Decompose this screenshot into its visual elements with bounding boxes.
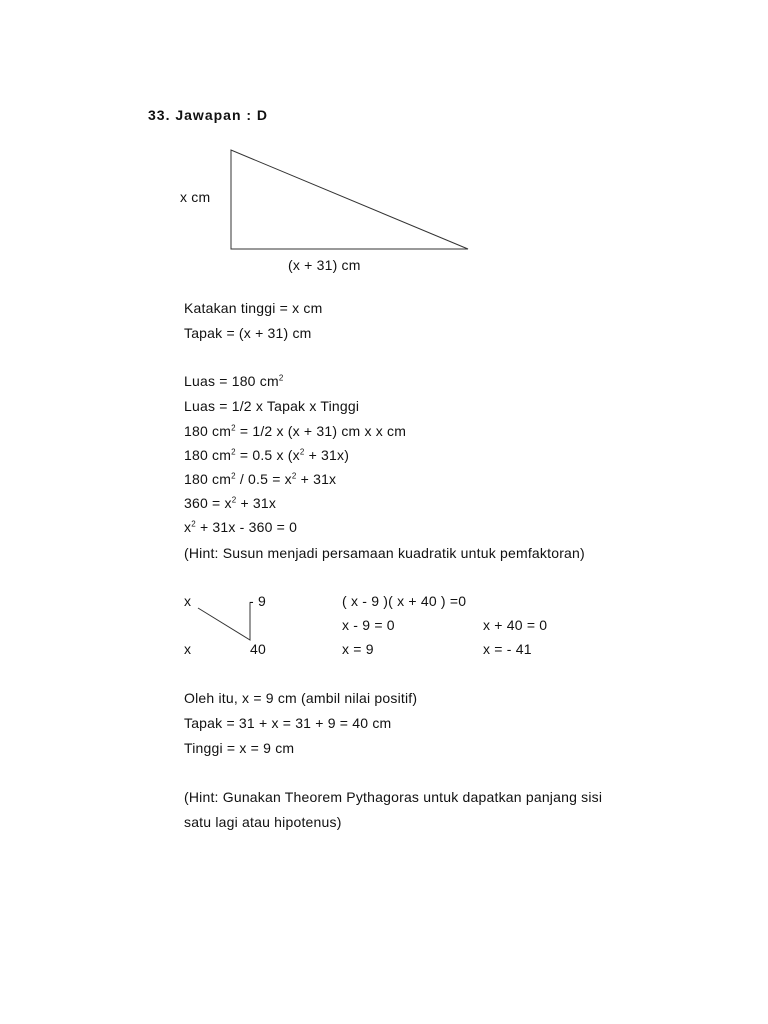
factor-cross-lines <box>198 603 250 640</box>
hint-pythagoras-2: satu lagi atau hipotenus) <box>184 814 342 830</box>
line-tinggi: Katakan tinggi = x cm <box>184 300 323 316</box>
factor-40: 40 <box>250 641 266 657</box>
question-heading: 33. Jawapan : D <box>148 107 269 123</box>
factor-x-bottom: x <box>184 641 192 657</box>
conclusion-tinggi: Tinggi = x = 9 cm <box>184 740 295 756</box>
base-label: (x + 31) cm <box>288 257 361 273</box>
line-tapak: Tapak = (x + 31) cm <box>184 325 312 341</box>
factor-x-top: x <box>184 593 192 609</box>
root-2: x = - 41 <box>483 641 532 657</box>
line-expand: 180 $cm^2 = 0.5$ x $(x^2 + 31x)$ <box>184 447 350 463</box>
line-360: $360 = x^2 + 31x$ <box>184 495 277 511</box>
height-label: x cm <box>180 189 211 205</box>
line-divide: 180 $cm^2 / 0.5 = x^2 + 31x$ <box>184 471 337 487</box>
root-eq-1: x - 9 = 0 <box>342 617 395 633</box>
line-quadratic: $x^2 + 31x - 360 = 0$ <box>184 519 298 535</box>
conclusion-tapak: Tapak = 31 + x = 31 + 9 = 40 cm <box>184 715 392 731</box>
right-triangle <box>231 150 468 249</box>
line-substitution: 180 $cm^2 = 1/2$ x (x + 31) cm x x cm <box>184 423 407 439</box>
root-1: x = 9 <box>342 641 374 657</box>
hint-pythagoras-1: (Hint: Gunakan Theorem Pythagoras untuk dapatkan panjang sisi <box>184 789 603 805</box>
factor-minus-9: - 9 <box>249 593 266 609</box>
line-luas: Luas = 180 $cm^2$ <box>184 373 284 389</box>
factored-equation: ( x - 9 )( x + 40 ) =0 <box>342 593 467 609</box>
root-eq-2: x + 40 = 0 <box>483 617 548 633</box>
conclusion-x: Oleh itu, x = 9 cm (ambil nilai positif) <box>184 690 418 706</box>
hint-quadratic: (Hint: Susun menjadi persamaan kuadratik untuk pemfaktoran) <box>184 545 585 561</box>
line-luas-formula: Luas = 1/2 x Tapak x Tinggi <box>184 398 360 414</box>
